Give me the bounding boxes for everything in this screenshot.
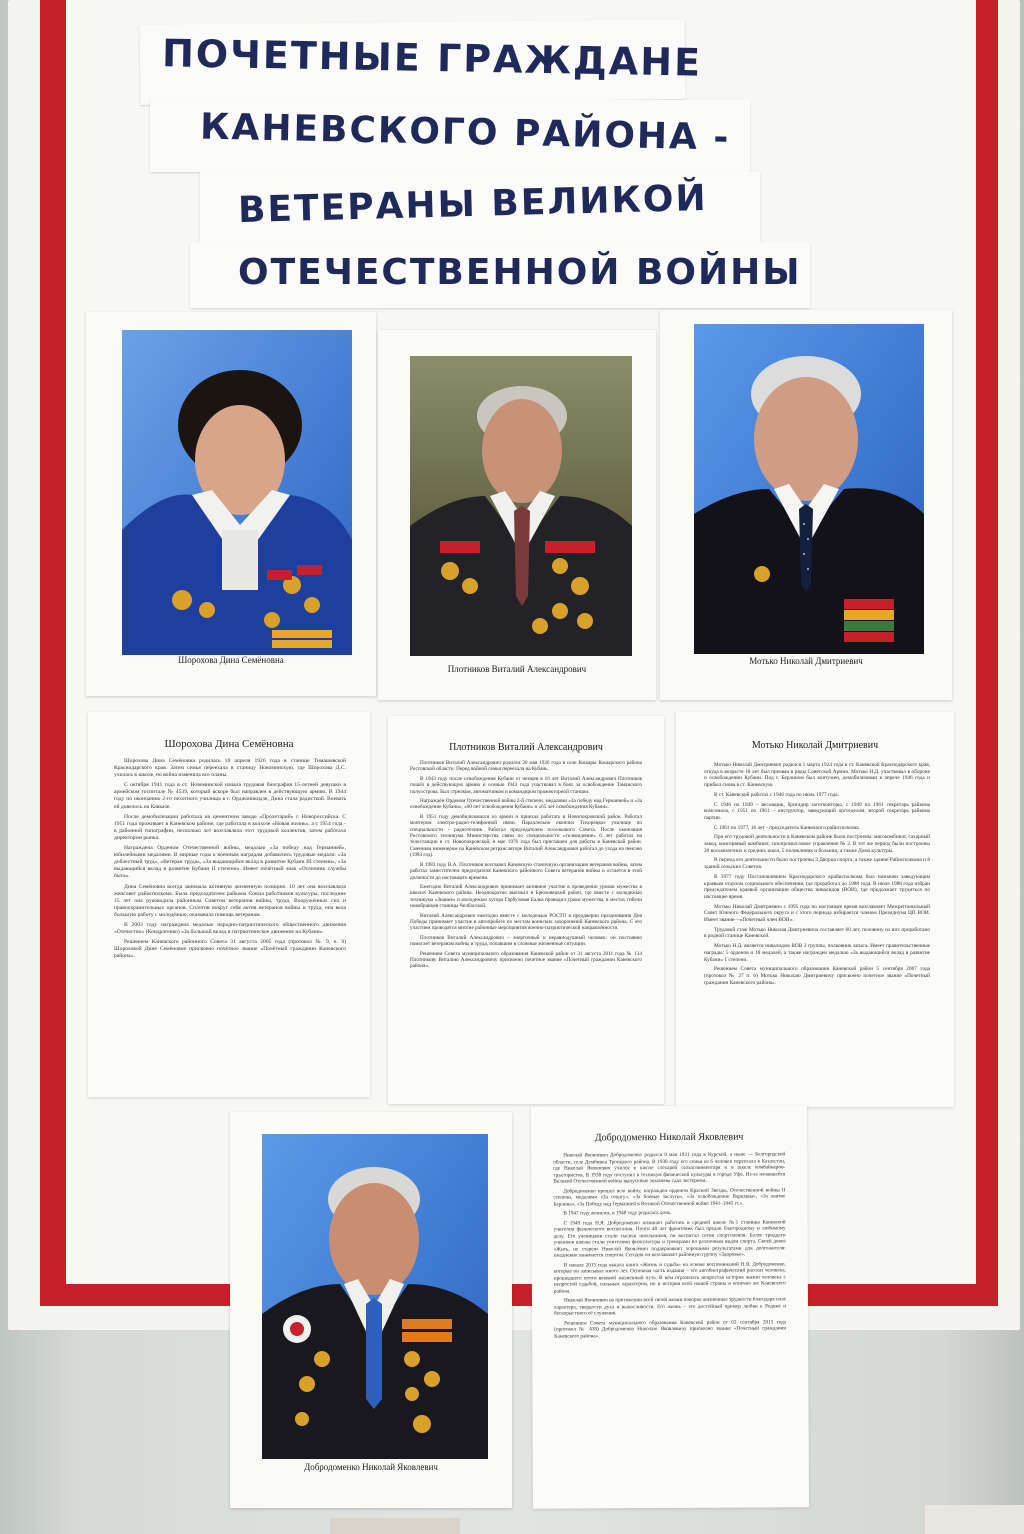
bio-paragraph: Решением Совета муниципального образования Каневской район 5 сентября 2007 года (протокол № 27 п. 6) Мотько Николаю Дмитриевичу присвоено почетное звание «Почетный гражданин Каневского района». [704,966,930,986]
photo-card-plotnikov [378,330,656,700]
bio-paragraph: Решением Совета муниципального образования Каневской район от 31 августа 2011 года № 134 Плотникову Виталию Александровичу присвоено почетное звание «Почетный гражданин Каневского района». [410,950,642,970]
bio-paragraph: После демобилизации работала на цементном заводе «Пролетарий» г. Новороссийска. С 1951 года проживает в Каневском районе, где работала в колхозе «Новая жизнь», а с 1954 года - в районной типографии, несколько лет возглавляла этот трудовой коллектив, затем работала директором рынка. [114,813,346,841]
paper-scrap [925,1505,1024,1534]
bio-paragraph: Награждена Орденом Отечественной войны, медалью «За победу над Германией», юбилейными медалями. В мирные годы к военным наградам добавились трудовые медали: «За доблестный труд», «Ветеран труда», «За выдающийся вклад в развитие Кубани III степени», «За выдающийся вклад в развитие Кубани II степени». Имеет почётный знак «Отличник службы быта». [114,845,346,880]
bio-paragraph: В 1977 году Постановлением Краснодарского крайисполкома был назначен заведующим краевым отделом социального обеспечения, где проработал до 1988 года. В июле 1988 года избран председателем краевой организации общества инвалидов (ВОИ), где продолжает трудиться по настоящее время. [704,873,930,900]
bio-plotnikov [388,716,664,1104]
bio-paragraph: В 1983 году В.А. Плотников возглавил Каневскую станичную организацию ветеранов войны, затем работал заместителем председателя Каневского районного Совета ветеранов войны и остается в этой должности до настоящего времени. [410,861,642,881]
bio-paragraph: В период его деятельности были построены 3 Дворца спорта, а также здание Райисполкома и 8 зданий сельских Советов. [704,857,930,871]
red-frame-right [976,0,998,1305]
caption-plotnikov: Плотников Виталий Александрович [447,664,587,674]
bio-paragraph: Николай Яковлевич Добродоменко родился 9 мая 1921 года в Курской, а ныне — Белгородской области, селе Дембинка Троицкого района. В 1930 году его семья из 6 человек переехала в Казахстан, где Николай Яковлевич учился в школе слесарей сельхозинвентаря и в школе комбайнеров-трактористов. В 1938 году поступил в техникум физической культуры в городе Уфе. Из-за начавшейся Великой Отечественной войны выпускные экзамены сдал экстерном. [553,1151,786,1185]
bio-paragraph: Дина Семёновна всегда занимала активную жизненную позицию. 10 лет она возглавляла женсовет райисполкома. Была председателем райкома Союза работников культуры, последние 15 лет она руководила районным Советом ветеранов войны, труда, Вооружённых сил и правоохранительных органов. Сплотив вокруг себя актив ветеранов войны и труда, она вела большую работу с молодёжью, оказывала помощь ветеранам. [114,883,346,918]
title-line-4: ОТЕЧЕСТВЕННОЙ ВОЙНЫ [238,252,802,293]
bio-paragraph: Решением Совета муниципального образования Каневской район от 02 сентября 2015 года (протокол № 438) Добродоменко Николаю Яковлевичу присвоено звание «Почетный гражданин Каневского района». [554,1318,787,1340]
portrait-shorokhova [122,330,352,655]
bio-text [704,762,930,1098]
title-line-3: ВЕТЕРАНЫ ВЕЛИКОЙ [237,177,709,232]
red-frame-left [40,0,66,1305]
bio-paragraph: Трудовой стаж Мотько Николая Дмитриевича составляет 60 лет, половину из них проработано в родной станице Каневской. [704,926,930,940]
bio-title: Добродоменко Николай Яковлевич [594,1131,744,1144]
photo-card-shorokhova [86,312,376,696]
bio-paragraph: В 2003 году награждена медалью народно-патриотического общественного движения «Отечество» (Кондратенко) «За большой вклад в патриотическое движение на Кубани». [114,921,346,936]
bio-paragraph: Николай Яковлевич на протяжении всей своей жизни покорял жизненные трудности благодаря силе характера, твердости духа и выносливости. Его жизнь – это достойный пример любви к Родине и бескорыстного её служения. [553,1296,787,1317]
bio-paragraph: В начале 2015 года вышла книга «Жизнь и судьба» на основе воспоминаний Н.Я. Добродоменко, которые он записывал много лет. Основная часть издания – это автобиографический рассказ человека, прошедшего почти вековой жизненный путь. В нём отразилась непростая история жизни человека с непростой судьбой, сильным характером, но и история всей нашей страны и конечно же Каневского района. [553,1260,786,1295]
bio-paragraph: При его трудовой деятельности в Каневском районе были построены: мясокомбинат, сахарный завод, консервный комбинат, газопромысловое управление № 2. В тот же период были построены 20 восьмилетних и средних школ, 5 поликлиник и больниц, а также Дома культуры. [704,834,930,854]
bio-shorokhova [88,712,370,1097]
portrait-motko [694,324,924,654]
title-line-1: ПОЧЕТНЫЕ ГРАЖДАНЕ [161,31,703,85]
bio-paragraph: Мотько Н.Д. является инвалидом ВОВ 2 группы, полковник запаса. Имеет правительственные награды: 5 орденов и 18 медалей, а также награжден медалью «За выдающийся вклад в развитие Кубани» 1 степени. [704,943,930,963]
bio-paragraph: В 1951 году демобилизовался из армии и приехал работать в Новопокровский район. Работал монтером электро-радио-телефонной связи. Параллельно окончил Тихорецкое училище по специальности - радиотехник. Работал председателем поселкового Совета. После окончания Ростовского техникума Министерства связи по специальности «телевидение» 6 лет работал на телестанции в ст. Новопокровской, в мае 1976 года был приглашен для работы в Каневской район. Сменным инженером на Каневском ретрансляторе Виталий Александрович работал до ухода на пенсию (1983 год). [410,813,642,859]
portrait-image [262,1134,488,1459]
bio-paragraph: Мотько Николай Дмитриевич родился 1 марта 1924 года в ст. Каневской Краснодарского края, откуда в возрасте 18 лет был призван в ряды Советской Армии. Мотько Н.Д. участвовал в обороне и освобождении Кубани. Под г. Берлином был контужен, демобилизован в апреле 1946 года и прибыл снова в ст. Каневскую. [704,762,930,789]
title-line-2: КАНЕВСКОГО РАЙОНА - [199,106,731,159]
bio-paragraph: Плотников Виталий Александрович родился 20 мая 1926 года в селе Кошары Кошарского района Ростовской области. Перед войной семья переехала на Кубань. [410,760,642,773]
paper-scrap [330,1518,460,1534]
bio-title: Шорохова Дина Семёновна [164,738,294,750]
bio-paragraph: В ст. Каневской работал с 1946 года по июль 1977 года. [714,791,839,798]
bio-title: Плотников Виталий Александрович [449,742,603,753]
bio-text [553,1151,787,1500]
bio-dobrodomenko [531,1105,809,1508]
bio-paragraph: Плотников Виталий Александрович – энергичный и неравнодушный человек: он постоянно помогает ветеранам войны и труда, попавшим в сложные жизненные ситуации. [410,934,642,948]
bio-paragraph: Награждён Орденом Отечественной войны 2-й степени, медалями «За победу над Германией» и «За освобождение Кубани», «60 лет освобождения Кубани» и «65 лет освобождения Кубани». [410,798,642,811]
portrait-plotnikov [410,356,632,656]
bio-text [410,760,642,1098]
bio-paragraph: Мотько Николай Дмитриевич с 1995 года по настоящее время возглавляет Межрегиональный Совет Южного Федерального округа и с этого периода избирается членом Президиума ЦП ВОИ. Имеет звание—«Почетный член ВОИ». [704,903,930,924]
portrait-image [694,324,924,654]
portrait-image [410,356,632,656]
bio-paragraph: С 1946 по 1949 – весовщик, бригадир заготконторы, с 1949 по 1961 секретарь райкома комсомола, с 1951 по 1961 – инструктор, заведующий орготделом, второй секретарь райкома партии. [704,801,930,821]
bio-motko [676,712,954,1107]
photo-card-motko [660,310,952,700]
bio-paragraph: Ежегодно Виталий Александрович принимает активное участие в проведении уроков мужества в школах Каневского района. Неоднократно выезжал в Брюховецкий район, где вместе с молодежью техникума «Знание» и молодежью хутора Гарбузовая Балка проводил уроки мужества, в местах гибели новобранцев станицы Челбасской. [410,883,642,910]
bio-paragraph: Добродоменко прошел всю войну, награжден орденом Красной Звезды, Отечественной войны II степени, медалями «За отвагу», «За боевые заслуги», «За освобождение Варшавы», «За взятие Берлина», «За Победу над Германией в Великой Отечественной войне 1941–1945 гг.». [553,1186,786,1208]
bio-paragraph: Шорохова Дина Семёновна родилась 18 апреля 1926 года в станице Тимашевской Краснодарского края. Затем семья переехала в станицу Новоминскую, где Шорохова Д.С. училась в школе, но война изменила все планы. [114,758,346,779]
bio-paragraph: С 1961 по 1977, 16 лет - председатель Каневского райисполкома. [714,824,860,831]
bio-paragraph: Виталий Александрович ежегодно вместе с молодежью РОСТО в преддверии празднования Дня Победы принимает участие в автопробеге по местам воинских захоронений Каневского района. С его участием проводятся многие районные мероприятия военно-патриотической направленности. [410,912,642,932]
red-frame-bottom [40,1284,998,1306]
bio-paragraph: Решением Каневского районного Совета 31 августа 2005 года (протокол № 9, п. 9) Шороховой Дине Семёновне присвоено почётное звание «Почётный гражданин Каневского района». [114,939,346,960]
caption-dobrodomenko: Добродоменко Николай Яковлевич [304,1462,438,1472]
portrait-dobrodomenko [262,1134,488,1459]
portrait-image [122,330,352,655]
bio-paragraph: С октября 1941 года в ст. Новоминской начала трудовая биография 15-летней девушки в армейском госпитале № 4539, который вскоре был направлен в действующую армию. В 1944 году по окончанию 2-го пехотного училища в г. Орджоникидзе, Дина стала радисткой. Воевать ей довелось на Кавказе. [114,782,346,810]
caption-shorokhova: Шорохова Дина Семёновна [178,655,284,665]
photo-card-dobrodomenko [230,1112,512,1508]
bio-paragraph: В 1947 году женился, в 1948 году родилась дочь. [563,1209,672,1217]
bio-paragraph: В 1943 году после освобождения Кубани от немцев в 16 лет Виталий Александрович Плотников пошёл в действующую армию и осенью 1943 года участвовал в боях за освобождение Таманского полуострова. Был стрелком, автоматчиком и командиром прожекторной станции. [410,775,642,795]
bio-text [114,758,346,1088]
bio-title: Мотько Николай Дмитриевич [751,740,879,751]
bio-paragraph: С 1949 года Н.Я. Добродоменко начинает работать в средней школе №1 станицы Каневской учителем физического воспитания. Почти 40 лет фронтовик был предан благородному и любимому делу. Его ученицами стали тысячи школьников, он воспитал сотни спортсменов. Более тридцати учеников школы стали учителями физкультуры и тренерами по различным видам спорта. Своей девиз «Жить, не старея» Николай Яковлевич поддерживает хорошими результатами для долгожителя: ежедневно занимается спортом. Сегодня он возглавляет районную группу «Здоровье». [553,1218,786,1259]
caption-motko: Мотько Николай Дмитриевич [749,656,863,666]
